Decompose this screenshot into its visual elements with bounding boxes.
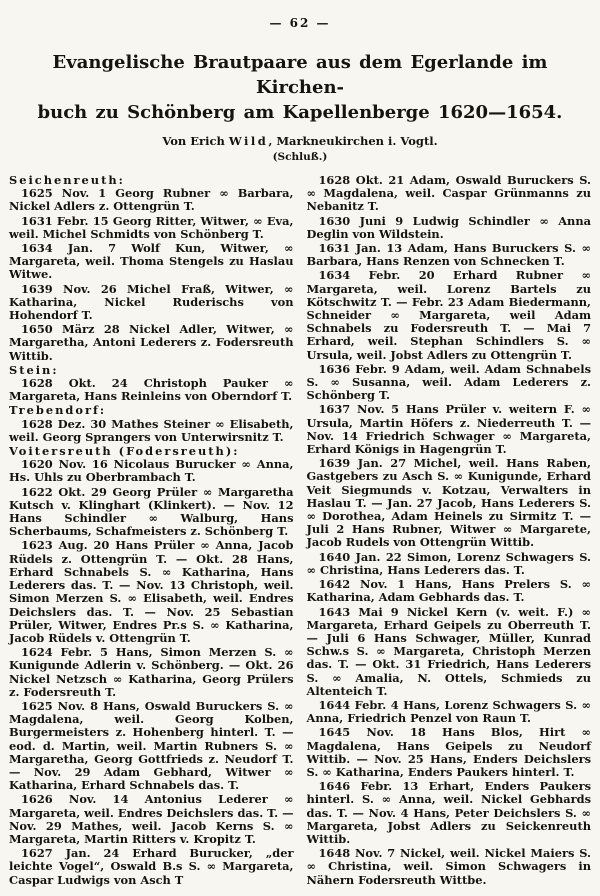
article-title-line2: buch zu Schönberg am Kapellenberge 1620—1654.: [37, 102, 563, 123]
marriage-entry: 1631 Jan. 13 Adam, Hans Buruckers S. ∞ Barbara, Hans Renzen von Schnecken T.: [306, 241, 591, 269]
byline-author: Wild: [228, 134, 269, 148]
place-section: [9, 174, 294, 363]
marriage-entry: 1624 Febr. 5 Hans, Simon Merzen S. ∞ Kunigunde Adlerin v. Schönberg. — Okt. 26 Nickel Netzsch ∞ Katharina, Georg Prülers z. Fodersreuth T.: [9, 645, 294, 699]
section-entries: [9, 418, 294, 444]
marriage-entry: 1625 Nov. 1 Georg Rubner ∞ Barbara, Nickel Adlers z. Ottengrün T.: [9, 186, 294, 214]
place-heading: Trebendorf:: [9, 403, 107, 418]
marriage-entry: 1623 Aug. 20 Hans Prüler ∞ Anna, Jacob Rüdels z. Ottengrün T. — Okt. 28 Hans, Erhard Schnabels S. ∞ Katharina, Hans Lederers das. T. — Nov. 13 Christoph, weil. Simon Merzen S. ∞ Elisabeth, weil. Endres Deichslers das. T. — Nov. 25 Sebastian Prüler, Witwer, Endres Pr.s S. ∞ Katharina, Jacob Rüdels v. Ottengrün T.: [9, 538, 294, 645]
marriage-entry: 1631 Febr. 15 Georg Ritter, Witwer, ∞ Eva, weil. Michel Schmidts von Schönberg T.: [9, 213, 294, 241]
marriage-entry: 1634 Jan. 7 Wolf Kun, Witwer, ∞ Margareta, weil. Thoma Stengels zu Haslau Witwe.: [9, 241, 294, 282]
place-heading: Voitersreuth (Fodersreuth):: [9, 444, 240, 459]
marriage-entry: 1643 Mai 9 Nickel Kern (v. weit. F.) ∞ Margareta, Erhard Geipels zu Oberreuth T. — Juli 6 Hans Schwager, Müller, Kunrad Schw.s S. ∞ Margareta, Christoph Merzen das. T. — Okt. 31 Friedrich, Hans Lederers S. ∞ Amalia, N. Ottels, Schmieds zu Altenteich T.: [306, 604, 591, 698]
place-section: [9, 364, 294, 404]
marriage-entry: 1626 Nov. 14 Antonius Lederer ∞ Margareta, weil. Endres Deichslers das. T. — Nov. 29 Mathes, weil. Jacob Kerns S. ∞ Margareta, Martin Ritters v. Kropitz T.: [9, 792, 294, 846]
byline-prefix: Von Erich: [162, 134, 229, 148]
left-column: [9, 174, 294, 888]
marriage-entry: 1640 Jan. 22 Simon, Lorenz Schwagers S. ∞ Christina, Hans Lederers das. T.: [306, 549, 591, 577]
article-title-line1: Evangelische Brautpaare aus dem Egerlande im Kirchen-: [52, 52, 548, 98]
marriage-entry: 1627 Jan. 24 Erhard Burucker, „der leichte Vogel“, Oswald B.s S. ∞ Margareta, Caspar Ludwigs von Asch T: [9, 846, 294, 887]
marriage-entry: 1620 Nov. 16 Nicolaus Burucker ∞ Anna, Hs. Uhls zu Oberbrambach T.: [9, 457, 294, 485]
section-entries: [9, 377, 294, 403]
byline-suffix: , Markneukirchen i. Vogtl.: [268, 134, 438, 148]
marriage-entry: 1636 Febr. 9 Adam, weil. Adam Schnabels S. ∞ Susanna, weil. Adam Lederers z. Schönberg T.: [306, 361, 591, 403]
article-title: [27, 50, 573, 125]
place-section: [9, 404, 294, 444]
marriage-entry: 1634 Febr. 20 Erhard Rubner ∞ Margareta, weil. Lorenz Bartels zu Kötschwitz T. — Febr. 23 Adam Biedermann, Schneider ∞ Margareta, weil Adam Schnabels zu Fodersreuth T. — Mai 7 Erhard, weil. Stephan Schindlers S. ∞ Ursula, weil. Jobst Adlers zu Ottengrün T.: [306, 268, 591, 362]
section-entries: [9, 187, 294, 363]
text-columns: [9, 174, 591, 888]
marriage-entry: 1628 Okt. 24 Christoph Pauker ∞ Margareta, Hans Reinleins von Oberndorf T.: [9, 376, 294, 404]
right-column: [307, 174, 592, 888]
marriage-entry: 1630 Juni 9 Ludwig Schindler ∞ Anna Deglin von Wildstein.: [306, 213, 591, 241]
marriage-entry: 1642 Nov. 1 Hans, Hans Prelers S. ∞ Katharina, Adam Gebhards das. T.: [306, 577, 591, 605]
marriage-entry: 1628 Dez. 30 Mathes Steiner ∞ Elisabeth, weil. Georg Sprangers von Unterwirsnitz T.: [9, 416, 294, 444]
marriage-entry: 1646 Febr. 13 Erhart, Enders Paukers hinterl. S. ∞ Anna, weil. Nickel Gebhards das. T. — Nov. 4 Hans, Peter Deichslers S. ∞ Margareta, Jobst Adlers zu Seickenreuth Wittib.: [306, 779, 591, 846]
marriage-entry: 1625 Nov. 8 Hans, Oswald Buruckers S. ∞ Magdalena, weil. Georg Kolben, Burgermeisters z. Hohenberg hinterl. T. — eod. d. Martin, weil. Martin Rubners S. ∞ Margaretha, Georg Gottfrieds z. Neudorf T. — Nov. 29 Adam Gebhard, Witwer ∞ Katharina, Erhard Schnabels das. T.: [9, 698, 294, 793]
marriage-entry: 1639 Jan. 27 Michel, weil. Hans Raben, Gastgebers zu Asch S. ∞ Kunigunde, Erhard Veit Siegmunds v. Kotzau, Verwalters in Haslau T. — Jan. 27 Jacob, Hans Lederers S. ∞ Dorothea, Adam Heinels zu Sirmitz T. — Juli 2 Hans Rubner, Witwer ∞ Margarete, Jacob Rudels von Ottengrün Wittib.: [306, 456, 591, 550]
section-entries: [9, 458, 294, 887]
marriage-entry: 1644 Febr. 4 Hans, Lorenz Schwagers S. ∞ Anna, Friedrich Penzel von Raun T.: [306, 697, 591, 726]
page-number: — 62 —: [269, 16, 331, 30]
marriage-entry: 1639 Nov. 26 Michel Fraß, Witwer, ∞ Katharina, Nickel Ruderischs von Hohendorf T.: [9, 281, 294, 323]
place-heading: Stein:: [9, 362, 59, 377]
marriage-entry: 1648 Nov. 7 Nickel, weil. Nickel Maiers S. ∞ Christina, weil. Simon Schwagers in Nähern Fodersreuth Wittbe.: [306, 846, 591, 887]
marriage-entry: 1637 Nov. 5 Hans Prüler v. weitern F. ∞ Ursula, Martin Höfers z. Niederreuth T. — Nov. 14 Friedrich Schwager ∞ Margareta, Erhard Königs in Hagengrün T.: [306, 402, 591, 457]
place-heading: Seichenreuth:: [9, 173, 125, 187]
place-section: [9, 445, 294, 887]
byline: [9, 134, 591, 148]
marriage-entry: 1645 Nov. 18 Hans Blos, Hirt ∞ Magdalena, Hans Geipels zu Neudorf Wittib. — Nov. 25 Hans, Enders Deichslers S. ∞ Katharina, Enders Paukers hinterl. T.: [306, 725, 591, 779]
marriage-entry: 1650 März 28 Nickel Adler, Witwer, ∞ Margaretha, Antoni Lederers z. Fodersreuth Wittib.: [9, 322, 294, 363]
subtitle-schluss: (Schluß.): [272, 151, 328, 163]
marriage-entry: 1628 Okt. 21 Adam, Oswald Buruckers S. ∞ Magdalena, weil. Caspar Grünmanns zu Nebanitz T.: [306, 173, 591, 214]
marriage-entry: 1622 Okt. 29 Georg Prüler ∞ Margaretha Kutsch v. Klinghart (Klinkert). — Nov. 12 Hans Schindler ∞ Walburg, Hans Scherbaums, Schafmeisters z. Schönberg T.: [9, 484, 294, 539]
